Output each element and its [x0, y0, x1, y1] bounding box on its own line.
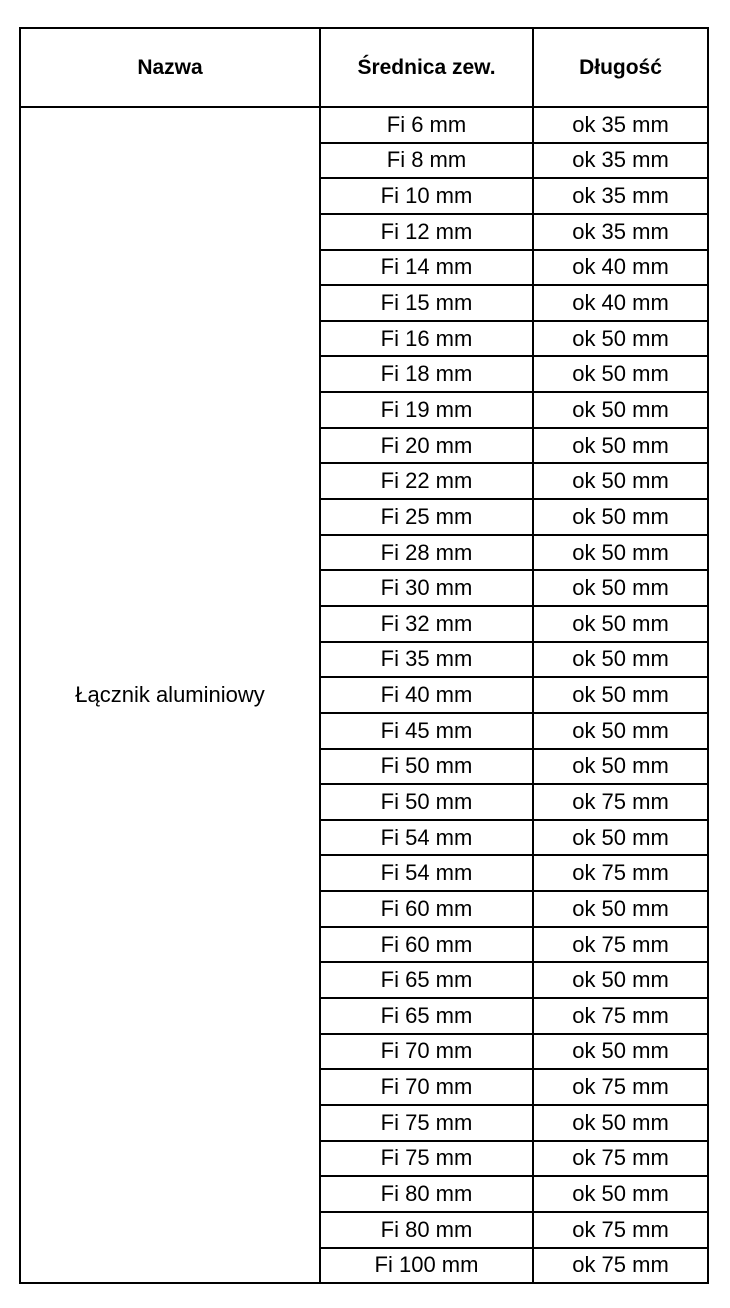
length-cell: ok 50 mm [533, 535, 708, 571]
length-cell: ok 50 mm [533, 820, 708, 856]
length-cell: ok 50 mm [533, 463, 708, 499]
outer-diameter-cell: Fi 45 mm [320, 713, 533, 749]
outer-diameter-cell: Fi 54 mm [320, 855, 533, 891]
length-cell: ok 35 mm [533, 143, 708, 179]
outer-diameter-cell: Fi 50 mm [320, 749, 533, 785]
outer-diameter-cell: Fi 28 mm [320, 535, 533, 571]
outer-diameter-cell: Fi 10 mm [320, 178, 533, 214]
outer-diameter-cell: Fi 20 mm [320, 428, 533, 464]
length-cell: ok 35 mm [533, 214, 708, 250]
table-body [20, 107, 708, 1283]
header-length: Długość [533, 28, 708, 107]
length-cell: ok 75 mm [533, 784, 708, 820]
outer-diameter-cell: Fi 70 mm [320, 1034, 533, 1070]
outer-diameter-cell: Fi 16 mm [320, 321, 533, 357]
length-cell: ok 35 mm [533, 107, 708, 143]
length-cell: ok 50 mm [533, 356, 708, 392]
outer-diameter-cell: Fi 22 mm [320, 463, 533, 499]
length-cell: ok 50 mm [533, 1105, 708, 1141]
length-cell: ok 50 mm [533, 713, 708, 749]
outer-diameter-cell: Fi 65 mm [320, 962, 533, 998]
outer-diameter-cell: Fi 65 mm [320, 998, 533, 1034]
length-cell: ok 75 mm [533, 855, 708, 891]
outer-diameter-cell: Fi 100 mm [320, 1248, 533, 1284]
outer-diameter-cell: Fi 12 mm [320, 214, 533, 250]
length-cell: ok 35 mm [533, 178, 708, 214]
table-header-row [20, 28, 708, 107]
table-row [20, 107, 708, 143]
outer-diameter-cell: Fi 8 mm [320, 143, 533, 179]
outer-diameter-cell: Fi 6 mm [320, 107, 533, 143]
length-cell: ok 75 mm [533, 1248, 708, 1284]
length-cell: ok 75 mm [533, 998, 708, 1034]
outer-diameter-cell: Fi 35 mm [320, 642, 533, 678]
length-cell: ok 75 mm [533, 1212, 708, 1248]
length-cell: ok 40 mm [533, 250, 708, 286]
length-cell: ok 75 mm [533, 927, 708, 963]
outer-diameter-cell: Fi 40 mm [320, 677, 533, 713]
length-cell: ok 50 mm [533, 428, 708, 464]
length-cell: ok 75 mm [533, 1141, 708, 1177]
length-cell: ok 50 mm [533, 677, 708, 713]
outer-diameter-cell: Fi 80 mm [320, 1176, 533, 1212]
outer-diameter-cell: Fi 25 mm [320, 499, 533, 535]
length-cell: ok 50 mm [533, 642, 708, 678]
length-cell: ok 50 mm [533, 392, 708, 428]
outer-diameter-cell: Fi 19 mm [320, 392, 533, 428]
outer-diameter-cell: Fi 54 mm [320, 820, 533, 856]
length-cell: ok 50 mm [533, 1034, 708, 1070]
length-cell: ok 50 mm [533, 891, 708, 927]
length-cell: ok 50 mm [533, 1176, 708, 1212]
outer-diameter-cell: Fi 18 mm [320, 356, 533, 392]
outer-diameter-cell: Fi 15 mm [320, 285, 533, 321]
outer-diameter-cell: Fi 80 mm [320, 1212, 533, 1248]
product-spec-table [19, 27, 709, 1284]
outer-diameter-cell: Fi 30 mm [320, 570, 533, 606]
outer-diameter-cell: Fi 60 mm [320, 927, 533, 963]
outer-diameter-cell: Fi 50 mm [320, 784, 533, 820]
length-cell: ok 50 mm [533, 570, 708, 606]
length-cell: ok 50 mm [533, 749, 708, 785]
outer-diameter-cell: Fi 70 mm [320, 1069, 533, 1105]
outer-diameter-cell: Fi 14 mm [320, 250, 533, 286]
length-cell: ok 50 mm [533, 499, 708, 535]
outer-diameter-cell: Fi 60 mm [320, 891, 533, 927]
outer-diameter-cell: Fi 75 mm [320, 1105, 533, 1141]
length-cell: ok 50 mm [533, 321, 708, 357]
length-cell: ok 40 mm [533, 285, 708, 321]
length-cell: ok 50 mm [533, 606, 708, 642]
length-cell: ok 75 mm [533, 1069, 708, 1105]
outer-diameter-cell: Fi 75 mm [320, 1141, 533, 1177]
header-outer-diameter: Średnica zew. [320, 28, 533, 107]
product-name-cell: Łącznik aluminiowy [20, 107, 320, 1283]
length-cell: ok 50 mm [533, 962, 708, 998]
outer-diameter-cell: Fi 32 mm [320, 606, 533, 642]
header-name: Nazwa [20, 28, 320, 107]
